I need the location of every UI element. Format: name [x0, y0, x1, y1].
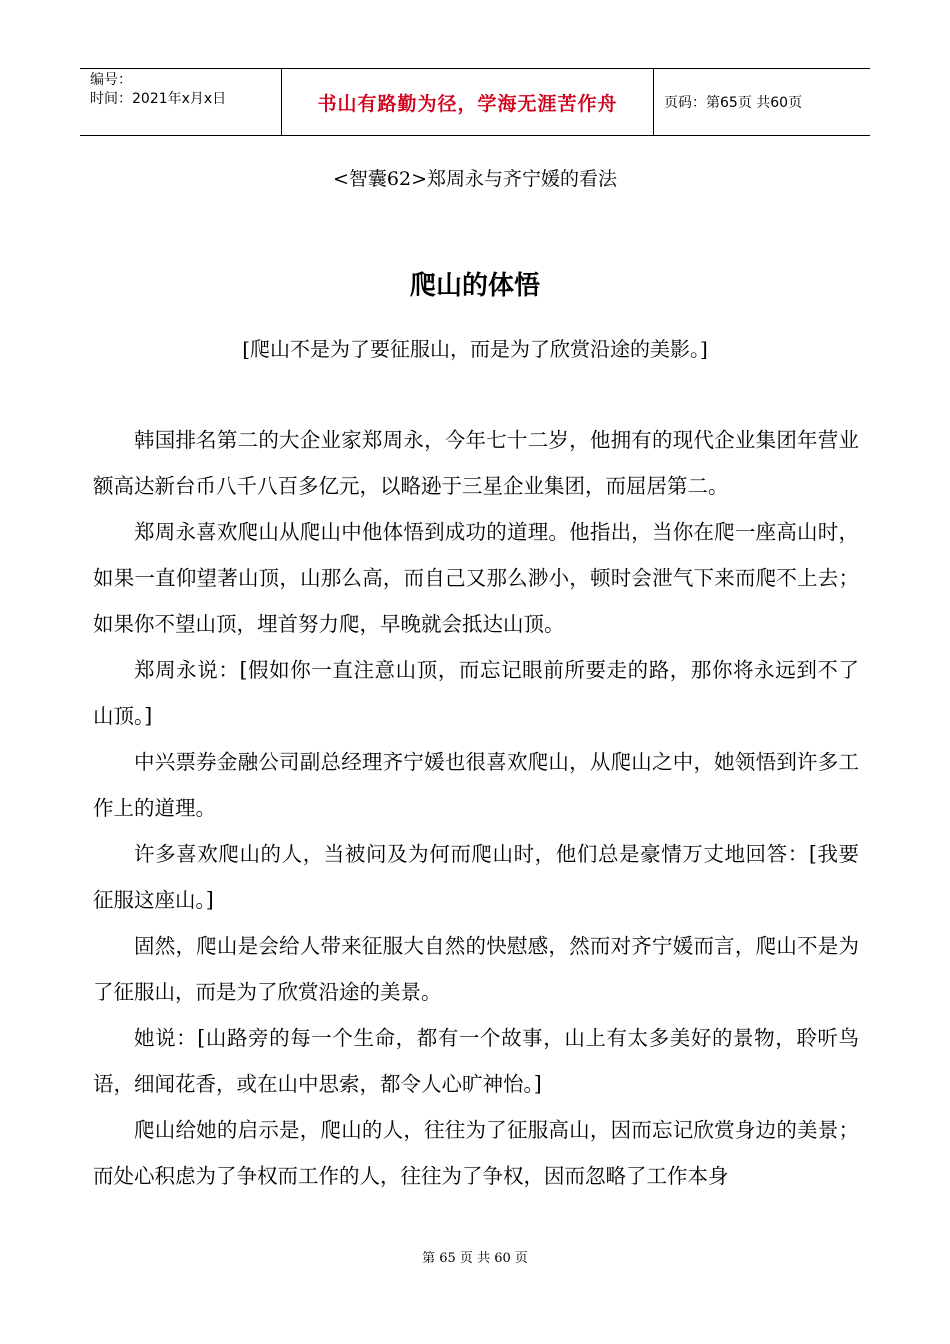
document-quote: [爬山不是为了要征服山，而是为了欣赏沿途的美影。]: [242, 337, 708, 361]
time-label: 时间：2021年x月x日: [90, 91, 227, 107]
document-title: 爬山的体悟: [409, 271, 540, 301]
document-subtitle: <智囊62>郑周永与齐宁媛的看法: [332, 168, 618, 190]
number-label: 编号：: [90, 72, 132, 88]
paragraph: 许多喜欢爬山的人，当被问及为何而爬山时，他们总是豪情万丈地回答：[我要征服这座山。]: [93, 842, 859, 912]
header-page-info: 页码：第65页 共60页: [664, 95, 803, 111]
paragraph: 中兴票券金融公司副总经理齐宁媛也很喜欢爬山，从爬山之中，她领悟到许多工作上的道理。: [93, 750, 859, 820]
page-footer: 第 65 页 共 60 页: [422, 1251, 528, 1266]
paragraph: 固然，爬山是会给人带来征服大自然的快慰感，然而对齐宁媛而言，爬山不是为了征服山，而是为了欣赏沿途的美景。: [93, 934, 859, 1004]
paragraph: 她说：[山路旁的每一个生命，都有一个故事，山上有太多美好的景物，聆听鸟语，细闻花香，或在山中思索，都令人心旷神怡。]: [93, 1026, 859, 1096]
header-motto: 书山有路勤为径，学海无涯苦作舟: [282, 69, 654, 135]
paragraph: 韩国排名第二的大企业家郑周永，今年七十二岁，他拥有的现代企业集团年营业额高达新台币八千八百多亿元，以略逊于三星企业集团，而屈居第二。: [93, 428, 859, 498]
paragraph: 郑周永说：[假如你一直注意山顶，而忘记眼前所要走的路，那你将永远到不了山顶。]: [93, 658, 859, 728]
paragraph: 郑周永喜欢爬山从爬山中他体悟到成功的道理。他指出，当你在爬一座高山时，如果一直仰望著山顶，山那么高，而自己又那么渺小，顿时会泄气下来而爬不上去；如果你不望山顶，埋首努力爬，早晚就会抵达山顶。: [93, 520, 859, 636]
page-header: [80, 68, 870, 136]
header-meta: [80, 69, 282, 135]
document-body: [93, 417, 859, 1199]
paragraph: 爬山给她的启示是，爬山的人，往往为了征服高山，因而忘记欣赏身边的美景；而处心积虑为了争权而工作的人，往往为了争权，因而忽略了工作本身: [93, 1118, 859, 1188]
